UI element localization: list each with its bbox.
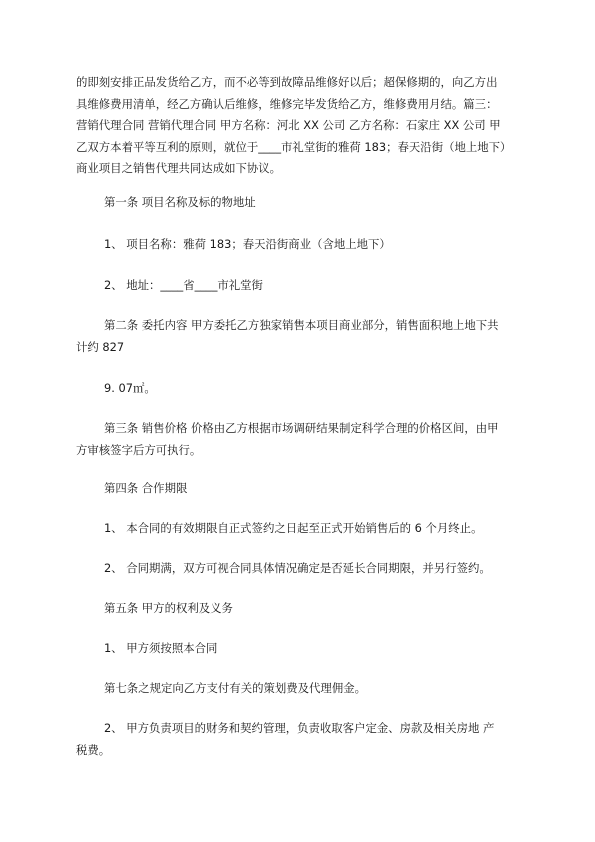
article-1-item-2: 2、 地址：____省____市礼堂街 — [104, 278, 263, 292]
text-line: 的即刻安排正品发货给乙方，而不必等到故障品维修好以后；超保修期的，向乙方出 — [76, 75, 498, 89]
article-5-item-1: 1、 甲方须按照本合同 — [104, 641, 218, 655]
text-line: 营销代理合同 营销代理合同 甲方名称：河北 XX 公司 乙方名称：石家庄 XX 公司 甲 — [76, 118, 501, 132]
article-5-item-2 — [76, 718, 523, 761]
text-line: 具维修费用清单，经乙方确认后维修，维修完毕发货给乙方，维修费用月结。篇三： — [76, 96, 498, 111]
text-line: 2、 甲方负责项目的财务和契约管理，负责收取客户定金、房款及相关房地 产 — [104, 721, 495, 735]
article-3-paragraph — [76, 418, 523, 461]
intro-paragraph — [76, 72, 523, 180]
text-line: 第二条 委托内容 甲方委托乙方独家销售本项目商业部分，销售面积地上地下共 — [104, 318, 499, 332]
article-1-item-1: 1、 项目名称：雅荷 183；春天沿街商业（含地上地下） — [104, 237, 391, 251]
text-line: 商业项目之销售代理共同达成如下协议。 — [76, 161, 282, 175]
article-4-item-2: 2、 合同期满，双方可视合同具体情况确定是否延长合同期限，并另行签约。 — [104, 561, 491, 575]
text-line: 第三条 销售价格 价格由乙方根据市场调研结果制定科学合理的价格区间，由甲 — [104, 421, 499, 435]
article-2-continuation: 9. 07㎡。 — [104, 381, 156, 395]
text-line: 乙双方本着平等互利的原则，就位于____市礼堂街的雅荷 183；春天沿街（地上地下） — [76, 139, 512, 154]
article-2-paragraph — [76, 315, 523, 358]
text-line: 税费。 — [76, 742, 111, 757]
text-line: 计约 827 — [76, 339, 125, 354]
article-4-heading: 第四条 合作期限 — [104, 481, 188, 495]
article-7-reference: 第七条之规定向乙方支付有关的策划费及代理佣金。 — [104, 681, 366, 695]
article-1-heading: 第一条 项目名称及标的物地址 — [104, 195, 256, 209]
article-5-heading: 第五条 甲方的权利及义务 — [104, 601, 233, 615]
article-4-item-1: 1、 本合同的有效期限自正式签约之日起至正式开始销售后的 6 个月终止。 — [104, 521, 483, 535]
text-line: 方审核签字后方可执行。 — [76, 442, 202, 457]
